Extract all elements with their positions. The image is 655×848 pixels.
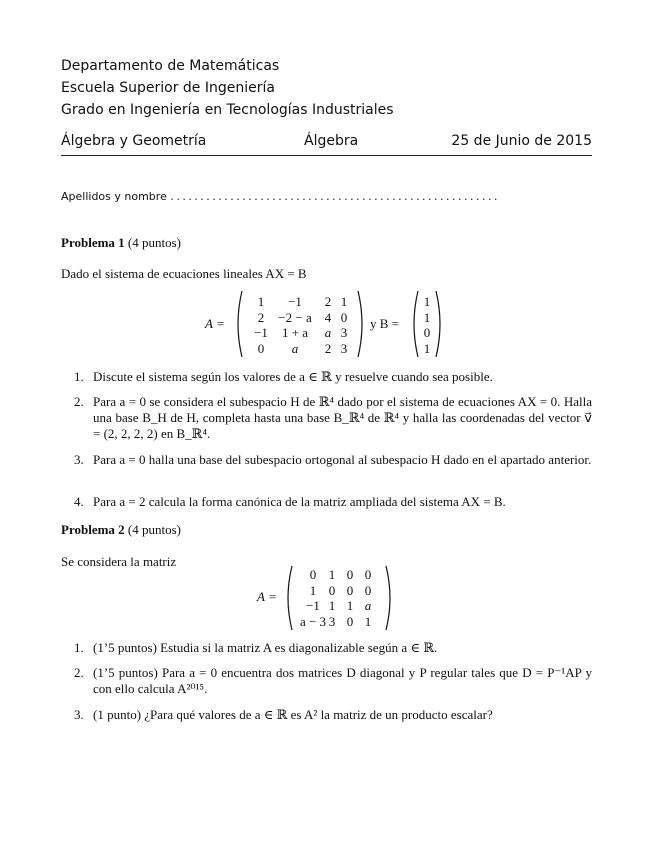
p1-item-1: 1. Discute el sistema según los valores de a ∈ ℝ y resuelve cuando sea posible. bbox=[74, 369, 493, 384]
school-name: Escuela Superior de Ingeniería bbox=[61, 80, 275, 96]
matrix-cell: a bbox=[324, 325, 332, 340]
problem1-heading bbox=[61, 235, 181, 251]
matrix-cell: −1 bbox=[254, 325, 268, 340]
p2-matrix-a-left-paren bbox=[284, 565, 294, 631]
p2-item-1: 1. (1’5 puntos) Estudia si la matriz A es diagonalizable según a ∈ ℝ. bbox=[74, 640, 438, 655]
problem1-points: (4 puntos) bbox=[127, 235, 182, 250]
subject-name: Álgebra bbox=[304, 133, 359, 149]
problem1-intro: Dado el sistema de ecuaciones lineales AX = B bbox=[61, 266, 307, 281]
p1-matrix-a-left-paren bbox=[234, 290, 244, 358]
matrix-cell: −1 bbox=[288, 294, 302, 309]
matrix-cell: 3 bbox=[340, 340, 348, 356]
matrix-cell: 1 bbox=[364, 613, 372, 629]
matrix-cell: −2 − a bbox=[278, 309, 312, 325]
problem2-points: (4 puntos) bbox=[127, 522, 182, 537]
p2-item-3: 3. (1 punto) ¿Para qué valores de a ∈ ℝ es A² la matriz de un producto escalar? bbox=[74, 707, 493, 722]
matrix-cell: −1 bbox=[306, 598, 320, 613]
p2-matrix-a-label: A = bbox=[257, 589, 277, 604]
matrix-cell: 1 bbox=[423, 309, 431, 325]
matrix-cell: 4 bbox=[324, 309, 332, 325]
matrix-cell: 1 bbox=[346, 598, 354, 613]
matrix-cell: 1 bbox=[309, 582, 317, 598]
p2-item-2: 2. (1’5 puntos) Para a = 0 encuentra dos matrices D diagonal y P regular tales que D = P⁻¹AP y con ello calcula A²⁰¹⁵. bbox=[74, 665, 592, 696]
p1-matrix-a-right-paren bbox=[356, 290, 366, 358]
matrix-cell: 1 bbox=[340, 294, 348, 309]
degree-name: Grado en Ingeniería en Tecnologías Industriales bbox=[61, 102, 394, 118]
matrix-cell: 3 bbox=[328, 613, 336, 629]
matrix-cell: 0 bbox=[328, 582, 336, 598]
matrix-cell: 0 bbox=[423, 325, 431, 340]
matrix-cell: 3 bbox=[340, 325, 348, 340]
problem2-heading bbox=[61, 522, 181, 538]
matrix-cell: 1 + a bbox=[281, 325, 309, 340]
name-field[interactable] bbox=[61, 190, 497, 203]
problem2-intro: Se considera la matriz bbox=[61, 554, 177, 569]
p1-item-2: 2. Para a = 0 se considera el subespacio H de ℝ⁴ dado por el sistema de ecuaciones AX = 0. Halla una base B_H de H, completa hasta una base B_ℝ⁴ de ℝ⁴ y halla las coordenadas del vector v⃗ = (2, 2, 2, 2) en B_ℝ⁴. bbox=[74, 394, 592, 441]
p1-item-3: 3. Para a = 0 halla una base del subespacio ortogonal al subespacio H dado en el apartado anterior. bbox=[74, 452, 592, 467]
matrix-cell: 1 bbox=[423, 340, 431, 356]
matrix-cell: 1 bbox=[328, 598, 336, 613]
matrix-cell: 0 bbox=[346, 582, 354, 598]
name-field-dots: . . . . . . . . . . . . . . . . . . . . . . . . . . . . . . . . . . . . . . . . . . . . . . . . . . . . . . . bbox=[170, 190, 497, 203]
exam-date: 25 de Junio de 2015 bbox=[451, 133, 592, 149]
matrix-cell: 1 bbox=[257, 294, 265, 309]
matrix-cell: 0 bbox=[340, 309, 348, 325]
matrix-cell: 0 bbox=[364, 567, 372, 582]
matrix-cell: 2 bbox=[324, 340, 332, 356]
p1-matrix-a bbox=[246, 294, 356, 356]
p1-matrix-b-right-paren bbox=[434, 290, 444, 358]
p1-matrix-a-label: A = bbox=[205, 316, 225, 331]
department-name: Departamento de Matemáticas bbox=[61, 58, 280, 74]
problem1-title: Problema 1 bbox=[61, 235, 125, 250]
p2-matrix-a bbox=[296, 567, 386, 629]
course-name: Álgebra y Geometría bbox=[61, 133, 207, 149]
matrix-cell: a − 3 bbox=[299, 613, 327, 629]
p2-matrix-a-right-paren bbox=[384, 565, 394, 631]
matrix-cell: a bbox=[291, 340, 299, 356]
matrix-cell: 1 bbox=[328, 567, 336, 582]
p1-item-4: 4. Para a = 2 calcula la forma canónica de la matriz ampliada del sistema AX = B. bbox=[74, 494, 506, 509]
header-rule bbox=[61, 155, 592, 156]
matrix-cell: 2 bbox=[324, 294, 332, 309]
matrix-cell: 2 bbox=[257, 309, 265, 325]
problem2-title: Problema 2 bbox=[61, 522, 125, 537]
matrix-cell: 0 bbox=[346, 567, 354, 582]
matrix-cell: 0 bbox=[309, 567, 317, 582]
matrix-cell: 0 bbox=[364, 582, 372, 598]
matrix-cell: 0 bbox=[257, 340, 265, 356]
p1-and-b-label: y B = bbox=[370, 316, 400, 331]
matrix-cell: 1 bbox=[423, 294, 431, 309]
matrix-cell: 0 bbox=[346, 613, 354, 629]
matrix-cell: a bbox=[364, 598, 372, 613]
name-field-label: Apellidos y nombre bbox=[61, 190, 167, 203]
